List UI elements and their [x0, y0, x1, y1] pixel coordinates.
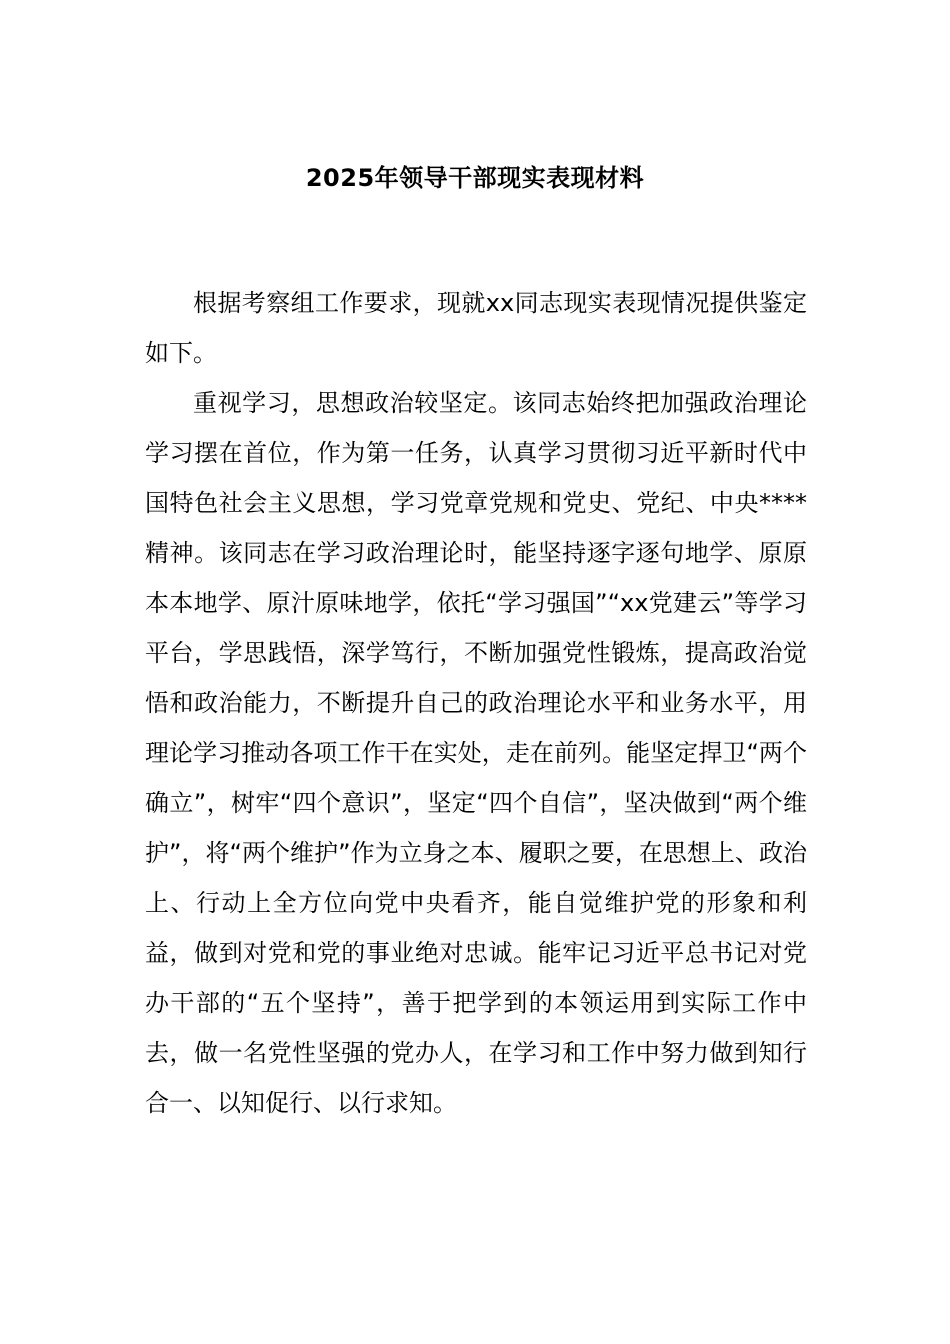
document-title: 2025年领导干部现实表现材料 — [305, 164, 645, 192]
paragraph-study: 重视学习，思想政治较坚定。该同志始终把加强政治理论学习摆在首位，作为第一任务，认真学习贯彻习近平新时代中国特色社会主义思想，学习党章党规和党史、党纪、中央****精神。该同志在学习政治理论时，能坚持逐字逐句地学、原原本本地学、原汁原味地学，依托“学习强国”“xx党建云”等学习平台，学思践悟，深学笃行，不断加强党性锻炼，提高政治觉悟和政治能力，不断提升自己的政治理论水平和业务水平，用理论学习推动各项工作干在实处，走在前列。能坚定捍卫“两个确立”，树牢“四个意识”，坚定“四个自信”，坚决做到“两个维护”，将“两个维护”作为立身之本、履职之要，在思想上、政治上、行动上全方位向党中央看齐，能自觉维护党的形象和利益，做到对党和党的事业绝对忠诚。能牢记习近平总书记对党办干部的“五个坚持”，善于把学到的本领运用到实际工作中去，做一名党性坚强的党办人，在学习和工作中努力做到知行合一、以知促行、以行求知。 — [145, 389, 807, 1117]
document-body — [145, 278, 807, 1128]
paragraph-intro: 根据考察组工作要求，现就xx同志现实表现情况提供鉴定如下。 — [145, 289, 807, 367]
